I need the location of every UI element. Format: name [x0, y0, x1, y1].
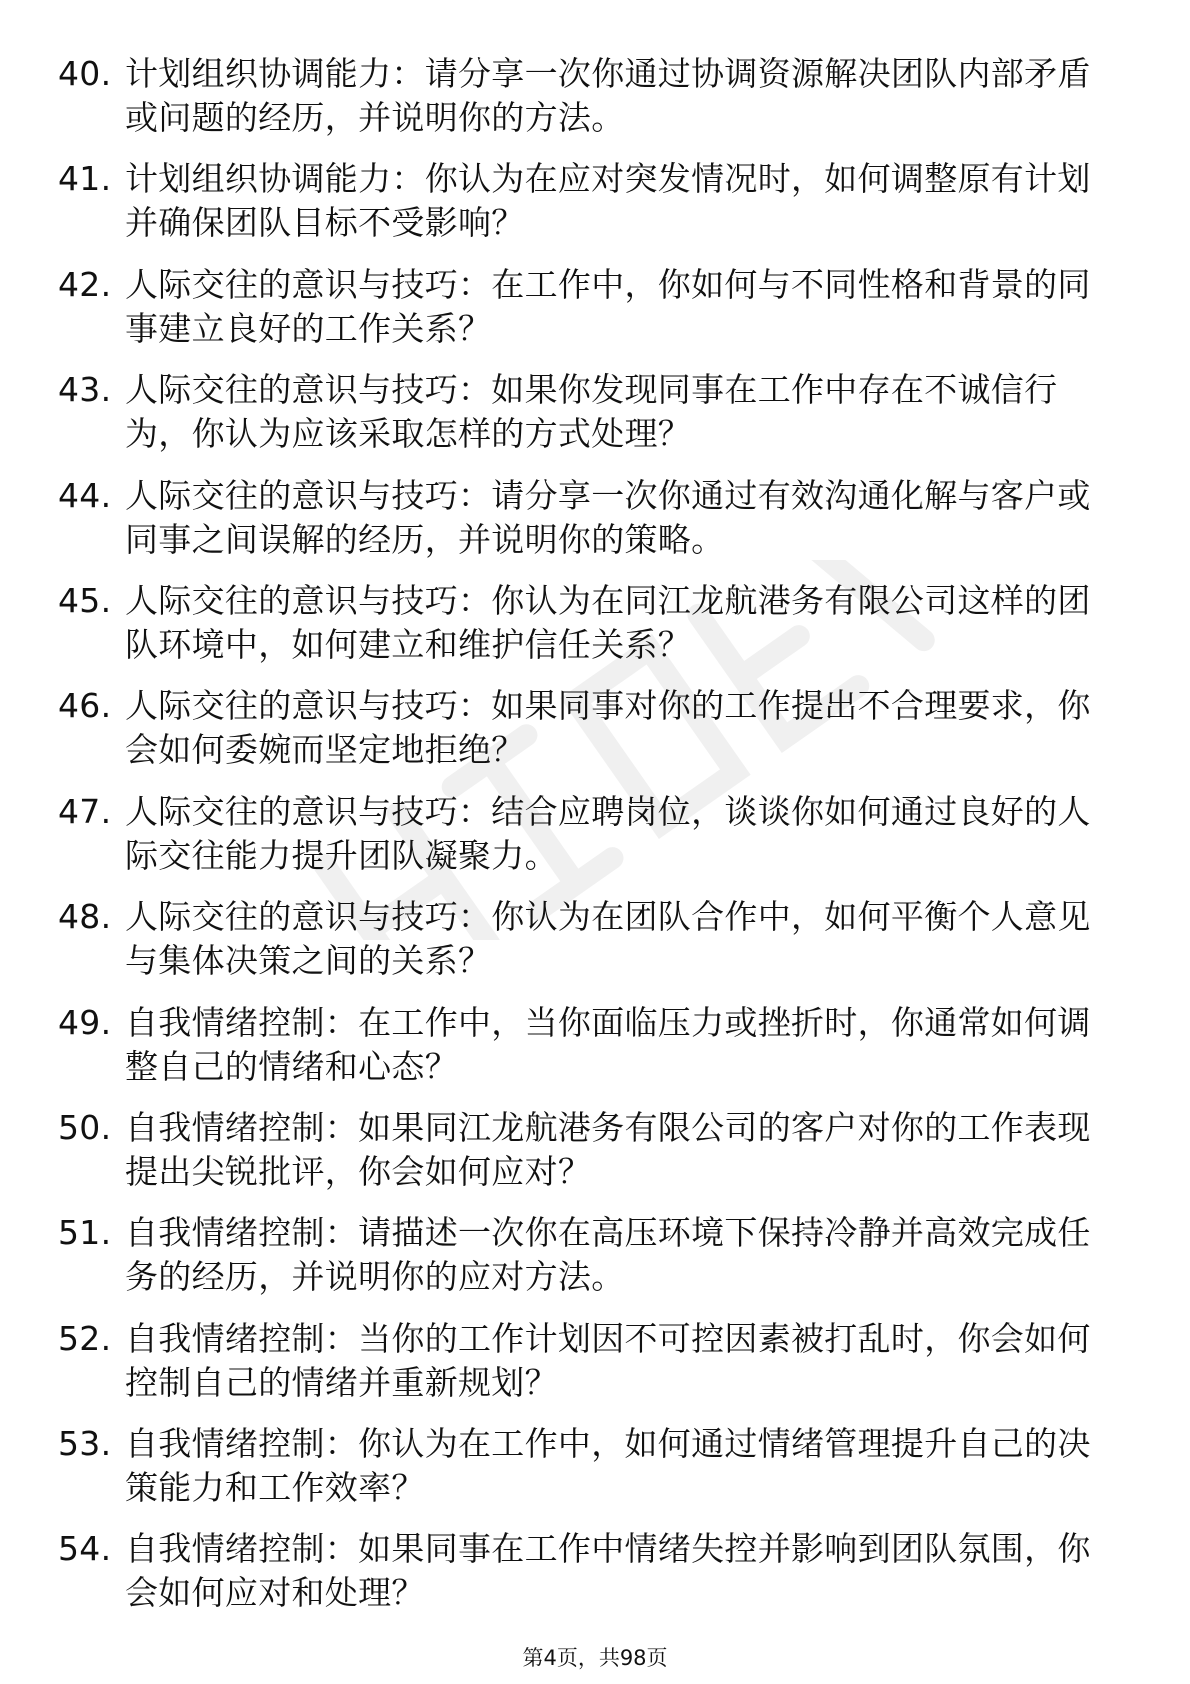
question-number: 53.: [58, 1424, 112, 1464]
question-number: 52.: [58, 1318, 112, 1358]
question-text: 人际交往的意识与技巧：在工作中，你如何与不同性格和背景的同事建立良好的工作关系？: [125, 264, 1091, 348]
question-item: [58, 684, 1118, 772]
question-number: 51.: [58, 1213, 112, 1253]
question-number: 44.: [58, 475, 112, 515]
question-text: 计划组织协调能力：请分享一次你通过协调资源解决团队内部矛盾或问题的经历，并说明你的方法。: [125, 54, 1091, 137]
question-text: 计划组织协调能力：你认为在应对突发情况时，如何调整原有计划并确保团队目标不受影响？: [125, 159, 1091, 243]
question-item: [58, 52, 1118, 140]
question-number: 54.: [58, 1529, 112, 1569]
question-item: [58, 1317, 1118, 1405]
question-text: 人际交往的意识与技巧：如果同事对你的工作提出不合理要求，你会如何委婉而坚定地拒绝？: [125, 686, 1091, 770]
question-item: [58, 579, 1118, 667]
question-number: 41.: [58, 159, 112, 199]
question-number: 49.: [58, 1002, 112, 1042]
question-text: 人际交往的意识与技巧：你认为在同江龙航港务有限公司这样的团队环境中，如何建立和维护信任关系？: [125, 580, 1091, 664]
question-number: 42.: [58, 264, 112, 304]
question-text: 人际交往的意识与技巧：结合应聘岗位，谈谈你如何通过良好的人际交往能力提升团队凝聚力。: [125, 791, 1091, 875]
question-item: [58, 1211, 1118, 1299]
question-item: [58, 1527, 1118, 1615]
question-text: 自我情绪控制：如果同江龙航港务有限公司的客户对你的工作表现提出尖锐批评，你会如何应对？: [125, 1107, 1091, 1191]
question-number: 43.: [58, 370, 112, 410]
question-number: 48.: [58, 897, 112, 937]
question-text: 自我情绪控制：如果同事在工作中情绪失控并影响到团队氛围，你会如何应对和处理？: [125, 1529, 1091, 1613]
question-number: 50.: [58, 1107, 112, 1147]
question-item: [58, 790, 1118, 878]
question-number: 45.: [58, 580, 112, 620]
question-text: 自我情绪控制：在工作中，当你面临压力或挫折时，你通常如何调整自己的情绪和心态？: [125, 1002, 1091, 1086]
question-item: [58, 1106, 1118, 1194]
question-item: [58, 157, 1118, 245]
question-item: [58, 1001, 1118, 1089]
question-text: 自我情绪控制：你认为在工作中，如何通过情绪管理提升自己的决策能力和工作效率？: [125, 1424, 1091, 1508]
question-item: [58, 1422, 1118, 1510]
question-item: [58, 263, 1118, 351]
question-item: [58, 474, 1118, 562]
question-item: [58, 368, 1118, 456]
question-list: [58, 52, 1118, 1633]
question-text: 人际交往的意识与技巧：如果你发现同事在工作中存在不诚信行为，你认为应该采取怎样的方式处理？: [125, 370, 1058, 454]
question-text: 人际交往的意识与技巧：你认为在团队合作中，如何平衡个人意见与集体决策之间的关系？: [125, 897, 1091, 981]
question-number: 47.: [58, 791, 112, 831]
question-item: [58, 895, 1118, 983]
question-number: 40.: [58, 54, 112, 93]
question-text: 自我情绪控制：请描述一次你在高压环境下保持冷静并高效完成任务的经历，并说明你的应对方法。: [125, 1213, 1091, 1297]
page-footer: 第4页，共98页: [522, 1646, 668, 1670]
question-text: 人际交往的意识与技巧：请分享一次你通过有效沟通化解与客户或同事之间误解的经历，并说明你的策略。: [125, 475, 1091, 559]
question-number: 46.: [58, 686, 112, 726]
question-text: 自我情绪控制：当你的工作计划因不可控因素被打乱时，你会如何控制自己的情绪并重新规划？: [125, 1318, 1091, 1402]
